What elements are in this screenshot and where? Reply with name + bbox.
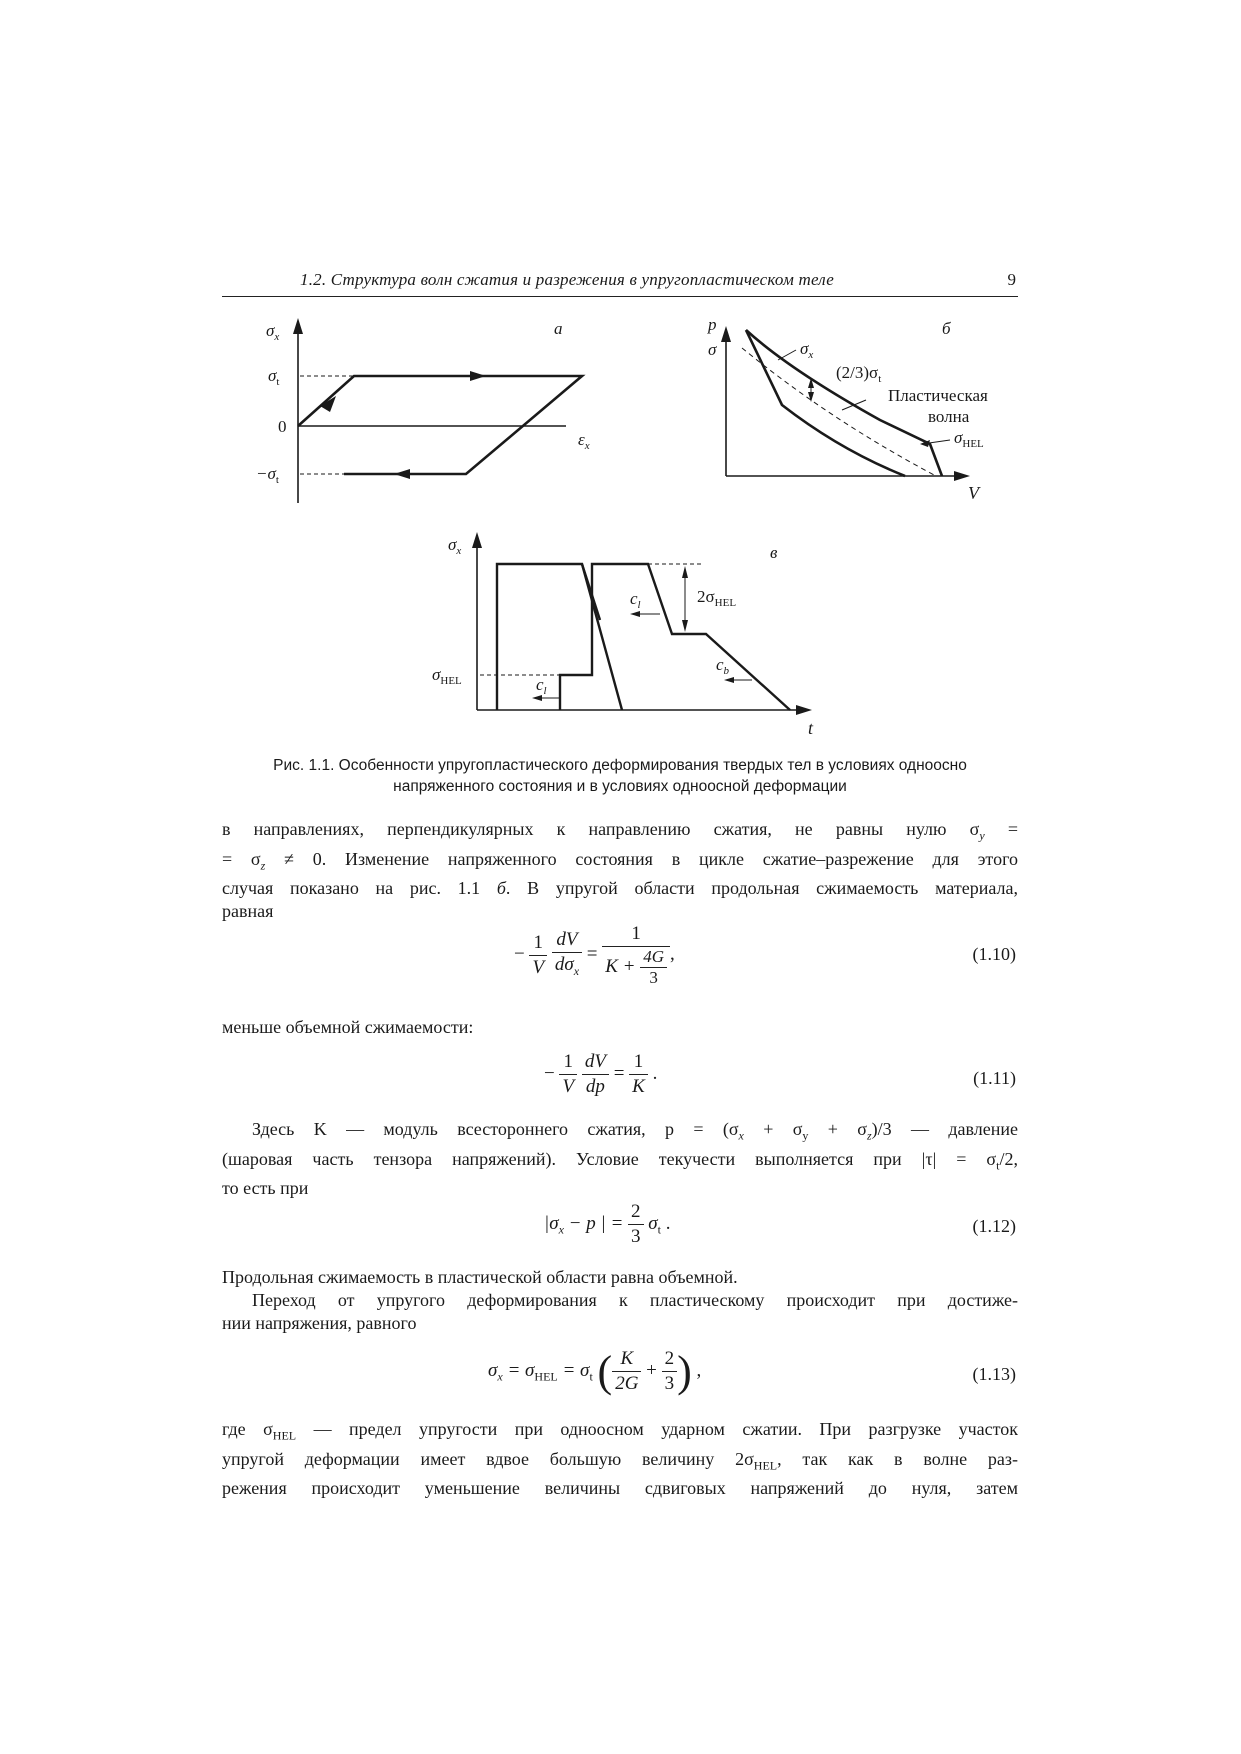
panel-b-gap-arrow-down-icon [808, 392, 814, 402]
p1-l2-rest: ≠ 0. Изменение напряженного состояния в цикле сжатие–разрежение для этого [265, 848, 1018, 869]
p6-l2-sub: HEL [753, 1458, 778, 1473]
eq-1-13-mid2-sub: t [589, 1369, 593, 1384]
panel-c-y-arrow-icon [472, 532, 482, 548]
panel-c [432, 532, 814, 738]
panel-c-cl-arrow-icon [630, 611, 640, 617]
p5-line-2: нии напряжения, равного [222, 1313, 417, 1333]
panel-a-y-arrow-icon [293, 318, 303, 334]
eq-1-11-f3-den: K [632, 1076, 645, 1097]
p3-l1-mid2: + σ [808, 1119, 867, 1139]
p5-line-1: Переход от упругого деформирования к пластическому происходит при достиже- [252, 1290, 1018, 1310]
panel-b-x-arrow-icon [954, 471, 970, 481]
eq-1-13-body [488, 1346, 701, 1397]
page-number: 9 [1007, 270, 1016, 289]
eq-1-10-f2-num: dV [552, 928, 582, 953]
eq-1-12-rhs: σ [648, 1212, 658, 1234]
eq-1-10-frac-2 [552, 928, 582, 983]
eq-1-13-f2-den: 3 [664, 1373, 675, 1394]
eq-1-12-f-num: 2 [628, 1200, 644, 1225]
p6-line-1 [222, 1418, 1018, 1448]
p3-line-1 [222, 1118, 1018, 1148]
p6-l2-text: упругой деформации имеет вдвое большую величину 2σ [222, 1448, 754, 1469]
eq-1-11-frac-1 [559, 1050, 577, 1099]
p6-l1-sub: HEL [272, 1428, 297, 1443]
p6-l1-rest: — предел упругости при одноосном ударном сжатии. При разгрузке участок [296, 1419, 1018, 1439]
panel-b [707, 315, 988, 503]
equation-1-10 [222, 922, 1018, 1002]
p1-l3-ref: б [496, 878, 506, 899]
eq-1-11-f2-num: dV [582, 1050, 609, 1075]
panel-c-x-arrow-icon [796, 705, 812, 715]
panel-b-y-label-sigma: σ [708, 340, 717, 359]
p3-l1-text: Здесь K — модуль всестороннего сжатия, p = (σ [252, 1119, 739, 1139]
paragraph-2: меньше объемной сжимаемости: [222, 1017, 474, 1037]
caption-line-2: напряженного состояния и в условиях одноосной деформации [393, 778, 847, 795]
panel-c-cb-arrow-icon [724, 677, 734, 683]
eq-1-10-f1-den: V [532, 956, 545, 978]
eq-1-11-f3-num: 1 [629, 1050, 648, 1075]
p3-l1-s3: z [866, 1128, 872, 1143]
p3-l2-sub: t [996, 1158, 1000, 1173]
eq-1-13-number: (1.13) [972, 1364, 1016, 1384]
p3-l1-end: )/3 — давление [871, 1119, 1018, 1139]
p3-l1-s2: y [802, 1128, 809, 1143]
eq-1-10-inner-frac [640, 947, 667, 988]
eq-1-13-plus: + [646, 1359, 657, 1381]
eq-1-10-f3-den-text: K + [605, 955, 636, 977]
panel-c-cl2-label: $c_l$ [536, 675, 547, 697]
panel-c-y-label: $\sigma_x$ [448, 535, 462, 557]
p1-line-2 [222, 848, 1018, 878]
p3-line-2 [222, 1148, 1018, 1178]
panel-c-cl2-arrow-icon [532, 695, 542, 701]
p6-l2-rest: , так как в волне раз- [777, 1448, 1018, 1469]
eq-1-12-tail: . [665, 1212, 671, 1234]
equation-1-12 [222, 1200, 1018, 1260]
eq-1-13-paren-left: ( [597, 1347, 613, 1396]
panel-b-wave-label-1: Пластическая [888, 386, 988, 405]
panel-c-pulse-2 [560, 564, 790, 710]
eq-1-11-body [544, 1050, 657, 1099]
eq-1-10-f2-den-text: dσ [554, 953, 574, 975]
eq-1-10-frac-3 [602, 922, 670, 988]
p1-line-1 [222, 818, 1018, 848]
eq-1-13-f1-num: K [612, 1347, 641, 1372]
eq-1-11-tail: . [652, 1062, 658, 1084]
panel-c-cl-label: $c_l$ [630, 589, 641, 611]
equation-1-11 [222, 1050, 1018, 1110]
eq-1-12-body [544, 1200, 671, 1249]
panel-c-amp-label: $2\sigma_{HEL}$ [697, 587, 737, 609]
panel-c-label: в [770, 543, 778, 562]
eq-1-10-f3-den [602, 947, 670, 988]
panel-b-curve-label: $\sigma_x$ [800, 339, 814, 361]
panel-a-tick-bottom: $-\sigma_t$ [256, 464, 279, 486]
eq-1-10-f3-num: 1 [602, 922, 670, 947]
panel-b-y-label-p: p [708, 315, 717, 334]
eq-1-11-number: (1.11) [973, 1068, 1016, 1088]
eq-1-13-frac-1 [612, 1347, 641, 1396]
eq-1-12-f-den: 3 [631, 1226, 641, 1247]
eq-1-10-f2-den [552, 953, 582, 983]
eq-1-11-frac-2 [582, 1050, 609, 1099]
p6-line-3: режения происходит уменьшение величины сдвиговых напряжений до нуля, затем [222, 1478, 1018, 1499]
panel-b-x-label: V [968, 483, 979, 503]
eq-1-12-lhs-rest: − p | = [563, 1212, 624, 1234]
panel-c-x-label: t [808, 718, 814, 738]
caption-line-1: Рис. 1.1. Особенности упругопластического деформирования твердых тел в условиях одноосно [273, 757, 967, 774]
p1-l3-rest: . В упругой области продольная сжимаемость материала, [505, 878, 1018, 899]
figure-1-1 [0, 0, 1241, 760]
panel-a-tick-zero: 0 [278, 417, 287, 436]
p1-l1-sub: y [979, 828, 985, 843]
eq-1-10-body [514, 922, 675, 988]
paragraph-1 [222, 818, 1018, 923]
eq-1-10-frac-1 [529, 931, 547, 980]
panel-a-y-label: $\sigma_x$ [266, 321, 280, 343]
eq-1-10-f2-den-sub: x [573, 963, 580, 978]
eq-1-10-inner-den: 3 [649, 968, 658, 987]
paragraph-5 [222, 1289, 1018, 1335]
p1-l2-sub: z [260, 858, 266, 873]
panel-b-curve-lower [746, 330, 905, 476]
panel-a-tick-top: $\sigma_t$ [268, 366, 280, 388]
panel-a-loop [298, 376, 582, 474]
p1-l1-text: в направлениях, перпендикулярных к направлению сжатия, не равны нулю σ [222, 819, 980, 839]
panel-b-wave-label-2: волна [928, 407, 970, 426]
paragraph-6 [222, 1418, 1018, 1500]
eq-1-12-lhs-sub: x [558, 1222, 564, 1237]
p1-line-3 [222, 877, 1018, 900]
paragraph-3 [222, 1118, 1018, 1200]
p1-l1-end: = [984, 819, 1018, 839]
panel-c-amp-arrow-down-icon [682, 620, 688, 632]
eq-1-11-f2-den: dp [585, 1076, 605, 1097]
eq-1-10-equals: = [586, 943, 598, 965]
p1-l2-text: = σ [222, 848, 261, 869]
figure-caption [222, 755, 1018, 797]
paragraph-4: Продольная сжимаемость в пластической области равна объемной. [222, 1267, 738, 1287]
p3-l2-end: /2, [999, 1148, 1018, 1169]
eq-1-13-tail: , [696, 1359, 702, 1381]
eq-1-13-f2-num: 2 [662, 1347, 678, 1372]
running-head-title: 1.2. Структура волн сжатия и разрежения в упругопластическом теле [300, 270, 835, 289]
eq-1-13-frac-2 [662, 1347, 678, 1396]
panel-a-x-label: $\varepsilon_x$ [578, 430, 590, 452]
panel-b-y-arrow-icon [721, 326, 731, 342]
eq-1-13-f1-den: 2G [615, 1373, 639, 1394]
panel-b-label: б [942, 319, 951, 338]
eq-1-13-mid2: = σ [557, 1359, 590, 1381]
eq-1-13-paren-right: ) [677, 1347, 692, 1396]
p3-line-3: то есть при [222, 1178, 309, 1199]
p3-l1-mid: + σ [743, 1119, 803, 1139]
panel-a-label: а [554, 319, 563, 338]
eq-1-12-number: (1.12) [972, 1216, 1016, 1236]
eq-1-11-f1-den: V [562, 1076, 575, 1097]
p1-l3-text: случая показано на рис. 1.1 [222, 878, 497, 899]
eq-1-11-frac-3 [629, 1050, 648, 1099]
eq-1-10-inner-num: 4G [640, 947, 667, 968]
p6-line-2 [222, 1448, 1018, 1478]
panel-a-arrow-bottom-icon [394, 469, 410, 479]
panel-c-amp-arrow-up-icon [682, 566, 688, 578]
eq-1-10-number: (1.10) [972, 944, 1016, 964]
eq-1-10-f1-num: 1 [529, 931, 547, 956]
panel-c-cb-label: $c_b$ [716, 655, 730, 677]
equation-1-13 [222, 1346, 1018, 1406]
eq-1-10-minus: − [514, 943, 525, 965]
p1-line-4: равная [222, 901, 274, 922]
eq-1-12-frac [628, 1200, 644, 1249]
eq-1-13-lhs: σ [488, 1359, 498, 1381]
panel-a [256, 318, 590, 503]
eq-1-11-f1-num: 1 [559, 1050, 577, 1075]
eq-1-11-equals: = [613, 1062, 625, 1084]
p6-l1-text: где σ [222, 1419, 273, 1439]
eq-1-13-mid: = σ [502, 1359, 535, 1381]
panel-b-hel-label: $\sigma_{HEL}$ [954, 428, 984, 450]
eq-1-12-rhs-sub: t [657, 1222, 662, 1237]
panel-c-hel-tick: $\sigma_{HEL}$ [432, 665, 462, 687]
p3-l2-text: (шаровая часть тензора напряжений). Условие текучести выполняется при |τ| = σ [222, 1148, 997, 1169]
eq-1-10-tail: , [670, 943, 675, 965]
eq-1-13-lhs-sub: x [497, 1369, 503, 1384]
panel-a-arrow-top-icon [470, 371, 486, 381]
eq-1-13-mid-sub: HEL [534, 1369, 558, 1384]
panel-b-gap-label: $(2/3)\sigma_t$ [836, 363, 882, 385]
eq-1-12-lhs: |σ [544, 1212, 559, 1234]
p3-l1-s1: x [738, 1128, 744, 1143]
eq-1-11-minus: − [544, 1062, 555, 1084]
panel-b-sigma-leader [778, 350, 796, 360]
